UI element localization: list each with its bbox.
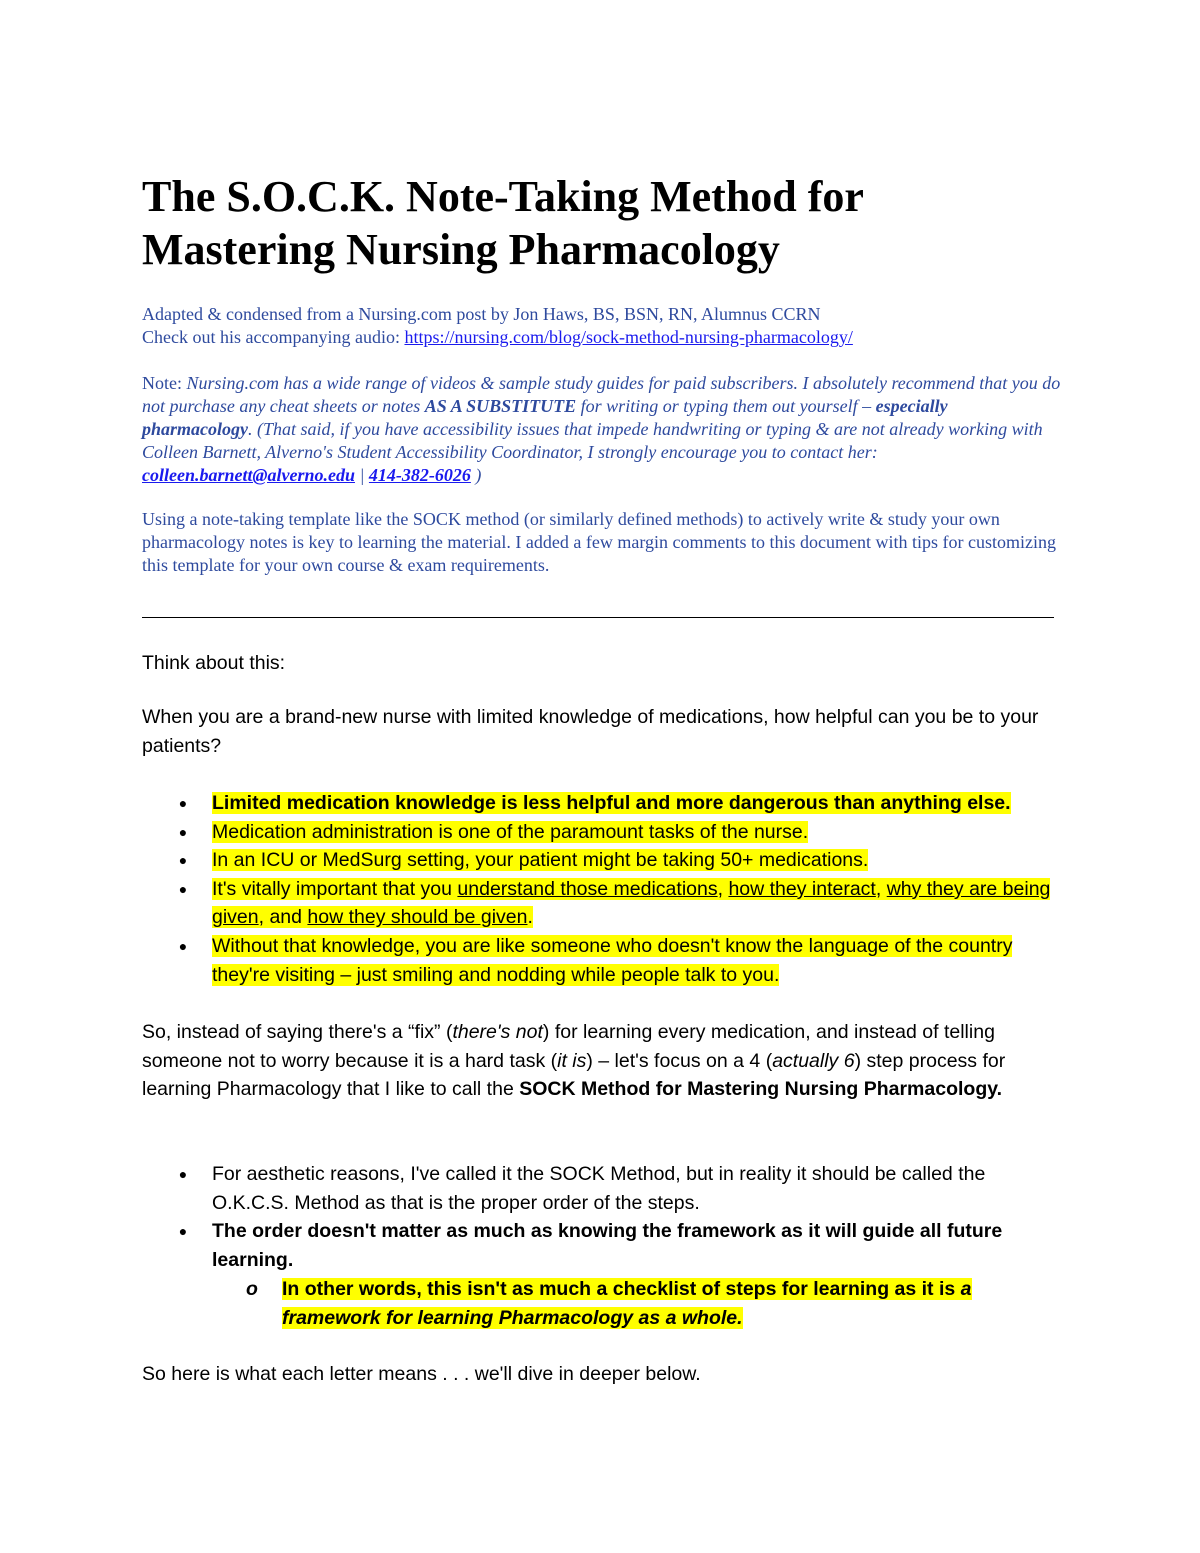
list-item [0,1160,1052,1217]
horizontal-divider [142,617,1054,618]
bullet-icon: ● [178,937,188,954]
note-text-1: Nursing.com has a wide range of videos & sample study guides for paid subscribers. I absolutely recommend that you do not purchase any cheat sheets or notes [142,373,1061,416]
sub-bullet-text [282,1278,972,1329]
audio-line [142,326,1062,349]
italic-phrase: there's not [452,1021,543,1043]
underlined-phrase: how they interact [728,877,876,900]
note-close: ) [470,465,482,485]
sock-paragraph [142,1018,1062,1104]
bullet-icon: ● [178,880,188,897]
note-label: Note: [142,373,187,393]
bullet-icon: ● [178,1223,188,1240]
bullet-text: Medication administration is one of the paramount tasks of the nurse. [212,820,809,843]
list-item [0,932,1052,989]
bullet-fragment: . [527,906,533,929]
para-fragment: ) for learning every medication, and instead of telling someone not to worry because it is a hard task ( [142,1021,995,1072]
bullet-fragment: , [875,877,887,900]
list-item [0,789,1052,818]
audio-prefix: Check out his accompanying audio: [142,327,405,347]
sub-bullet-icon: o [246,1278,258,1300]
question-paragraph: When you are a brand-new nurse with limited knowledge of medications, how helpful can you be to your patients? [142,706,1039,757]
phone-link[interactable]: 414-382-6026 [368,465,471,485]
bullet-fragment: It's vitally important that you [212,877,458,900]
underlined-phrase: how they should be given [307,906,528,929]
sub-bullet-list [0,1275,1062,1332]
note-text-2: for writing or typing them out yourself – [576,396,876,416]
list-item [0,818,1052,847]
highlight-bullet-list [0,789,1052,989]
bold-phrase: SOCK Method for Mastering Nursing Pharmacology. [519,1078,1003,1101]
list-item [0,1217,1052,1274]
note-especially: especially pharmacology [142,396,948,439]
think-heading: Think about this: [142,652,286,674]
intro-block [142,303,1062,349]
list-item [0,1275,1062,1332]
adapted-line: Adapted & condensed from a Nursing.com post by Jon Haws, BS, BSN, RN, Alumnus CCRN [142,304,821,324]
bullet-text [212,878,1050,929]
para-fragment: ) – let's focus on a 4 ( [586,1049,773,1072]
underlined-phrase: understand those medications [457,877,718,900]
bullet-text: Without that knowledge, you are like someone who doesn't know the language of the country they're visiting – just smiling and nodding while people talk to you. [212,934,1013,986]
bullet-icon: ● [178,1166,188,1182]
bullet-text: Limited medication knowledge is less helpful and more dangerous than anything else. [212,792,1011,814]
bullet-fragment: In other words, this isn't as much a checklist of steps for learning as it is [282,1278,961,1300]
list-item [0,875,1052,932]
italic-phrase: it is [557,1049,587,1072]
bullet-text: The order doesn't matter as much as knowing the framework as it will guide all future learning. [212,1220,1003,1271]
bullet-icon: ● [178,852,188,869]
underlined-phrase: why they are being given [212,877,1051,929]
note-substitute: AS A SUBSTITUTE [424,396,577,416]
italic-phrase: a framework for learning Pharmacology as a whole. [282,1278,972,1329]
closing-line: So here is what each letter means . . . we'll dive in deeper below. [142,1363,701,1385]
italic-phrase: actually 6 [772,1049,855,1072]
para-fragment: So, instead of saying there's a “fix” ( [142,1021,453,1043]
note-paragraph [142,372,1062,487]
template-paragraph: Using a note-taking template like the SOCK method (or similarly defined methods) to actively write & study your own pharmacology notes is key to learning the material. I added a few margin comments to this document with tips for customizing this template for your own course & exam requirements. [142,509,1056,575]
page-title: The S.O.C.K. Note-Taking Method for Mastering Nursing Pharmacology [142,172,864,274]
list-item [0,846,1052,875]
bullet-icon: ● [178,795,188,811]
note-text-3: . (That said, if you have accessibility issues that impede handwriting or typing & are not already working with Colleen Barnett, Alverno's Student Accessibility Coordinator, I strongly encourage you to contact her: [142,419,1043,462]
bullet-icon: ● [178,823,188,840]
bullet-fragment: , and [258,906,308,929]
para-fragment: ) step process for learning Pharmacology that I like to call the [142,1049,1006,1101]
bullet-fragment: , [717,877,729,900]
audio-link[interactable]: https://nursing.com/blog/sock-method-nursing-pharmacology/ [404,327,853,347]
bullet-text: In an ICU or MedSurg setting, your patient might be taking 50+ medications. [212,849,869,872]
separator: | [354,465,369,485]
bullet-text: For aesthetic reasons, I've called it the SOCK Method, but in reality it should be called the O.K.C.S. Method as that is the proper order of the steps. [212,1163,986,1214]
order-bullet-list [0,1160,1052,1274]
email-link[interactable]: colleen.barnett@alverno.edu [142,465,355,485]
